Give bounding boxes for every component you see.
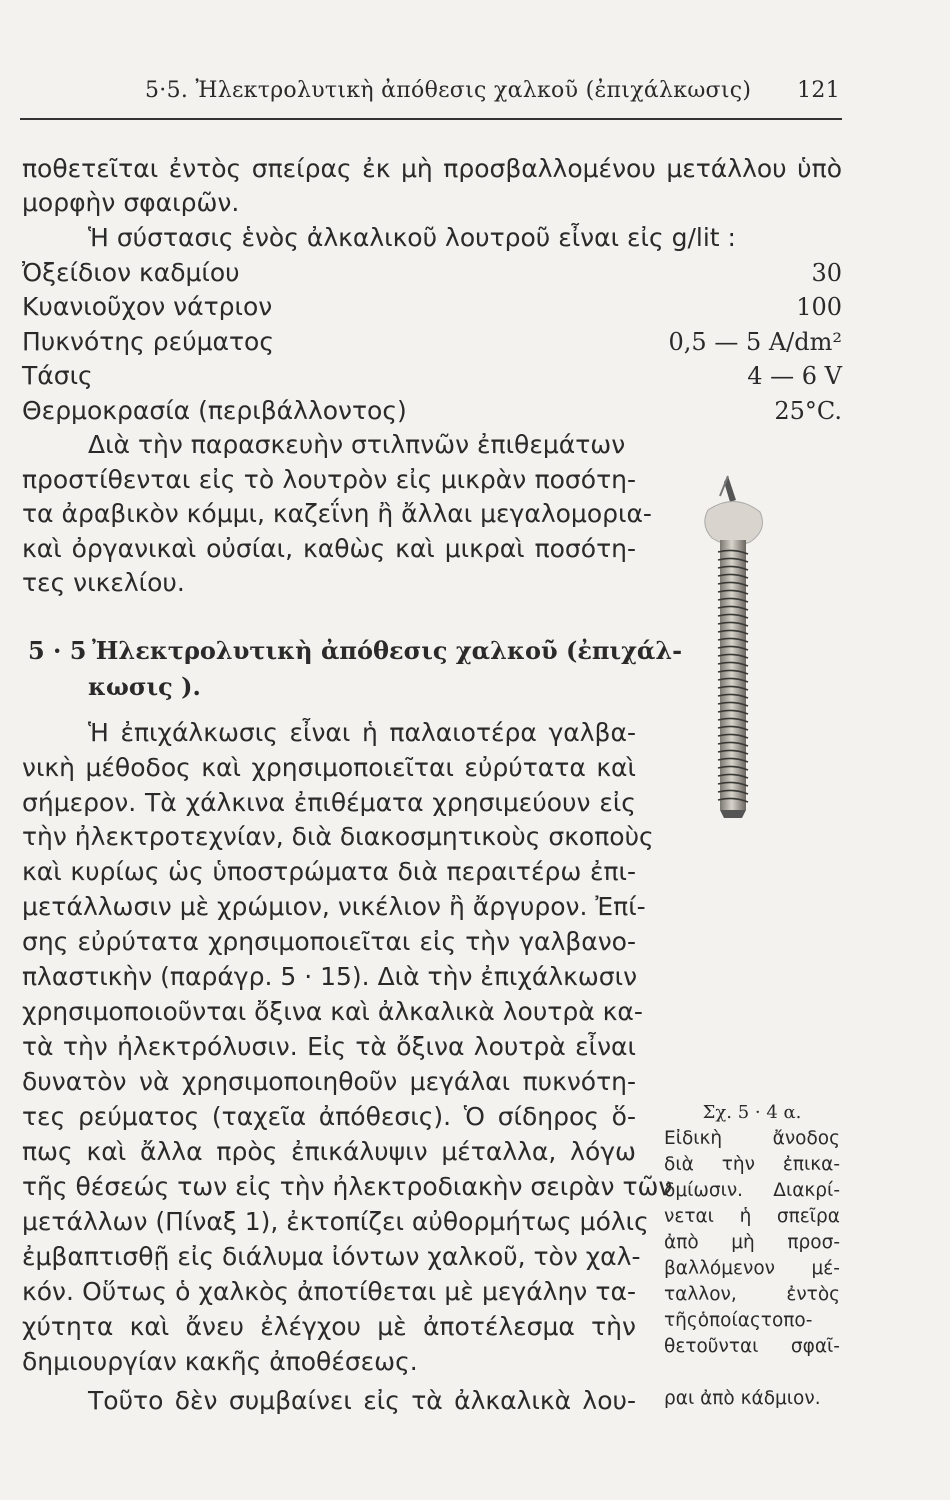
intro-line: μορφὴν σφαιρῶν. — [22, 188, 240, 217]
composition-label: Θερμοκρασία (περιβάλλοντος) — [22, 396, 407, 425]
section-heading: κωσις ). — [88, 672, 201, 701]
composition-label: Πυκνότης ρεύματος — [22, 327, 275, 356]
paragraph-line: τες νικελίου. — [22, 568, 185, 597]
paragraph-line: πως καὶ ἄλλα πρὸς ἐπικάλυψιν μέταλλα, λόγω — [22, 1137, 636, 1166]
anode-spiral-figure — [690, 470, 775, 820]
header-section-title: 5·5. Ἠλεκτρολυτικὴ ἀπόθεσις χαλκοῦ (ἐπιχάλκωσις) — [145, 78, 752, 103]
running-header — [145, 78, 840, 112]
page-number: 121 — [797, 78, 840, 103]
paragraph-line: καὶ ὀργανικαὶ οὐσίαι, καθὼς καὶ μικραὶ ποσότη- — [22, 534, 636, 563]
composition-value: 30 — [811, 259, 842, 287]
paragraph-line: μετάλλων (Πίναξ 1), ἐκτοπίζει αὐθορμήτως μόλις — [22, 1207, 649, 1236]
paragraph-line: τῆς θέσεώς των εἰς τὴν ἠλεκτροδιακὴν σειρὰν τῶν — [22, 1172, 673, 1201]
paragraph-line: τες ρεύματος (ταχεῖα ἀπόθεσις). Ὁ σίδηρος ὅ- — [22, 1102, 636, 1131]
figure-caption-line: ραι ἀπὸ κάδμιον. — [664, 1388, 821, 1409]
paragraph-line: κόν. Οὕτως ὁ χαλκὸς ἀποτίθεται μὲ μεγάλην τα- — [22, 1277, 636, 1306]
composition-value: 100 — [796, 293, 842, 321]
paragraph-line: ἐμβαπτισθῇ εἰς διάλυμα ἰόντων χαλκοῦ, τὸν χαλ- — [22, 1242, 641, 1271]
paragraph-line: τὰ τὴν ἠλεκτρόλυσιν. Εἰς τὰ ὄξινα λουτρὰ εἶναι — [22, 1032, 636, 1061]
paragraph-line: προστίθενται εἰς τὸ λουτρὸν εἰς μικρὰν ποσότη- — [22, 465, 636, 494]
paragraph-line: σήμερον. Τὰ χάλκινα ἐπιθέματα χρησιμεύουν εἰς — [22, 788, 636, 817]
figure-caption-line: ταλλον, ἐντὸς — [664, 1284, 840, 1305]
paragraph-line: χρησιμοποιοῦνται ὄξινα καὶ ἀλκαλικὰ λουτρὰ κα- — [22, 997, 643, 1026]
figure-label: Σχ. 5 · 4 α. — [702, 1102, 802, 1123]
figure-caption-line: διὰ τὴν ἐπικα- — [664, 1154, 840, 1175]
header-rule — [20, 118, 842, 120]
figure-caption-line: δμίωσιν. Διακρί- — [664, 1180, 840, 1201]
figure-caption-line: ἀπὸ μὴ προσ- — [664, 1232, 840, 1253]
paragraph-line: μετάλλωσιν μὲ χρώμιον, νικέλιον ἢ ἄργυρον. Ἐπί- — [22, 892, 646, 921]
figure-caption-line: θετοῦνται σφαῖ- — [664, 1336, 840, 1357]
section-number: 5 · 5 — [28, 636, 87, 665]
paragraph-line: δυνατὸν νὰ χρησιμοποιηθοῦν μεγάλαι πυκνότη- — [22, 1067, 636, 1096]
paragraph-line: Ἡ ἐπιχάλκωσις εἶναι ἡ παλαιοτέρα γαλβα- — [88, 718, 636, 747]
intro-line: ποθετεῖται ἐντὸς σπείρας ἐκ μὴ προσβαλλομένου μετάλλου ὑπὸ — [22, 154, 842, 183]
paragraph-line: τα ἀραβικὸν κόμμι, καζεΐνη ἢ ἄλλαι μεγαλομορια- — [22, 499, 652, 528]
paragraph-line: καὶ κυρίως ὡς ὑποστρώματα διὰ περαιτέρω ἐπι- — [22, 857, 636, 886]
composition-value: 4 — 6 V — [747, 362, 842, 390]
figure-caption-line: βαλλόμενον μέ- — [664, 1258, 840, 1279]
paragraph-line: σης εὐρύτατα χρησιμοποιεῖται εἰς τὴν γαλβανο- — [22, 927, 636, 956]
composition-value: 0,5 — 5 A/dm² — [668, 328, 842, 356]
paragraph-line: πλαστικὴν (παράγρ. 5 · 15). Διὰ τὴν ἐπιχάλκωσιν — [22, 962, 638, 991]
paragraph-line: τὴν ἠλεκτροτεχνίαν, διὰ διακοσμητικοὺς σκοποὺς — [22, 822, 654, 851]
composition-label: Κυανιοῦχον νάτριον — [22, 292, 273, 321]
figure-caption-line: Εἰδικὴ ἄνοδος — [664, 1128, 840, 1149]
figure-caption-line: τῆςὁποίαςτοπο- — [664, 1310, 813, 1331]
section-heading: Ἠλεκτρολυτικὴ ἀπόθεσις χαλκοῦ (ἐπιχάλ- — [92, 636, 683, 665]
paragraph-line: Διὰ τὴν παρασκευὴν στιλπνῶν ἐπιθεμάτων — [88, 430, 626, 459]
paragraph-line: χύτητα καὶ ἄνευ ἐλέγχου μὲ ἀποτέλεσμα τὴν — [22, 1312, 636, 1341]
composition-value: 25°C. — [774, 397, 842, 425]
paragraph-line: δημιουργίαν κακῆς ἀποθέσεως. — [22, 1347, 418, 1376]
intro-line: Ἡ σύστασις ἑνὸς ἀλκαλικοῦ λουτροῦ εἶναι εἰς g/lit : — [88, 223, 736, 252]
figure-caption-line: νεται ἡ σπεῖρα — [664, 1206, 840, 1227]
paragraph-line: νικὴ μέθοδος καὶ χρησιμοποιεῖται εὐρύτατα καὶ — [22, 753, 636, 782]
composition-label: Ὀξείδιον καδμίου — [22, 258, 240, 287]
paragraph-line: Τοῦτο δὲν συμβαίνει εἰς τὰ ἀλκαλικὰ λου- — [88, 1386, 636, 1415]
composition-label: Τάσις — [22, 361, 93, 390]
